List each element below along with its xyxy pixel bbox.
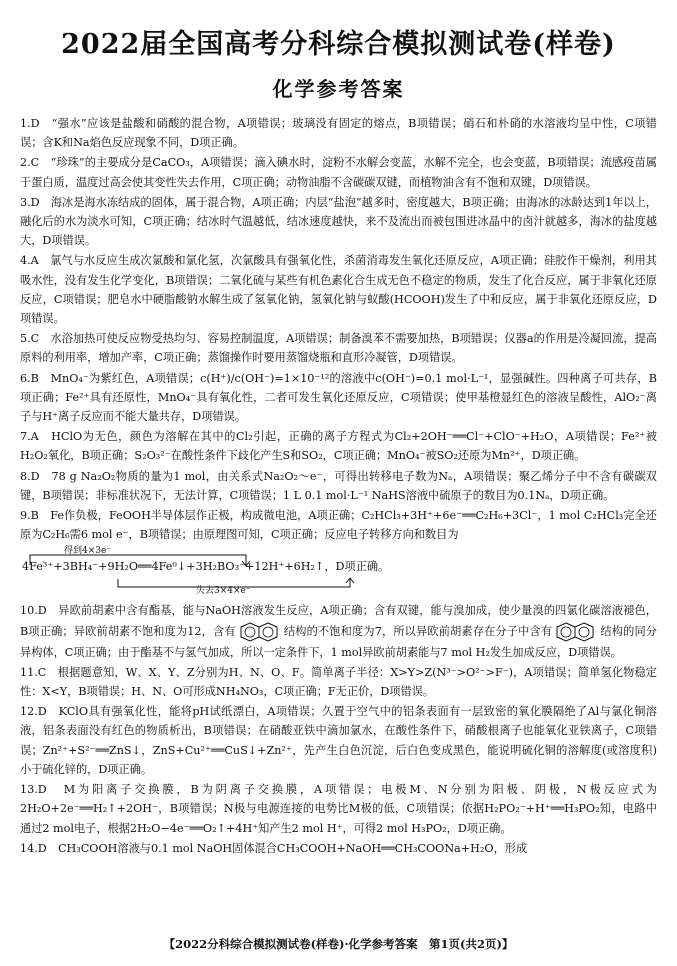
electron-gain-label: 得到4×3e⁻ xyxy=(64,546,112,557)
answer-item: 3.D 海冰是海水冻结成的固体，属于混合物，A项正确；内层“盐泡”越多时，密度越大，B项正确；由海冰的冰龄达到1年以上，融化后的水为淡水可知，C项正确；结冰时气温越低，结冰速度越快，来不及流出而被包围进冰晶中的卤汁就越多，海冰的盐度越大，D项错误。 xyxy=(20,195,657,248)
page-subtitle: 化学参考答案 xyxy=(272,77,405,101)
answer-item: 8.D 78 g Na₂O₂物质的量为1 mol，由关系式Na₂O₂～e⁻，可得出转移电子数为Nₐ，A项错误；聚乙烯分子中不含有碳碳双键，B项错误；非标准状况下，无法计算，C项错误；1 L 0.1 mol·L⁻¹ NaHS溶液中硫原子的数目为0.1Nₐ，D项正确。 xyxy=(20,469,657,502)
answer-item: 2.C “珍珠”的主要成分是CaCO₃，A项错误；滴入碘水时，淀粉不水解会变蓝，水解不完全，也会变蓝，B项错误；流感疫苗属于蛋白质，温度过高会使其变性失去作用，C项正确；动物油脂不含碳碳双键，而植物油含有不饱和双键，D项错误。 xyxy=(20,156,657,189)
answer-10-part2: 结构的不饱和度为7，所以异欧前胡素存在分子中含有 xyxy=(283,624,553,638)
answer-10-part3: 结构的同分异构体，C项正确；由于酯基不与氢气加成，所以一定条件下，1 mol异欧前胡素能与7 mol H₂发生加成反应，D项错误。 xyxy=(20,624,657,659)
answer-item: 1.D “强水”应该是盐酸和硝酸的混合物，A项错误；玻璃没有固定的熔点，B项错误；硝石和朴硝的水溶液均呈中性，C项错误；含K和Na焰色反应现象不同，D项正确。 xyxy=(20,117,657,150)
redox-equation: 4Fe³⁺+3BH₄⁻+9H₂O══4Fe⁰↓+3H₂BO₃⁻+12H⁺+6H₂↑，D项正确。 xyxy=(22,560,390,574)
answer-item: 9.B Fe作负极，FeOOH半导体层作正极，构成微电池，A项正确；C₂HCl₃+3H⁺+6e⁻══C₂H₆+3Cl⁻，1 mol C₂HCl₃完全还原为C₂H₆需6 mol e⁻，B项错误；由原理图可知，C项正确；反应电子转移方向和数目为 xyxy=(20,509,657,542)
answer-list xyxy=(20,114,657,858)
naphthalene-ring-icon xyxy=(556,621,596,643)
answer-item: 12.D KClO具有强氧化性，能将pH试纸漂白，A项错误；久置于空气中的铝条表面有一层致密的氧化膜隔绝了Al与氯化铜溶液，铝条表面没有红色的物质析出，B项错误；在硝酸亚铁中滴加氯水，在酸性条件下，硝酸根离子也能氧化亚铁离子，C项错误；Zn²⁺+S²⁻══ZnS↓，ZnS+Cu²⁺══CuS↓+Zn²⁺，先产生白色沉淀，后白色变成黑色，能说明硫化铜的溶解度(或溶度积)小于硫化锌的，D项正确。 xyxy=(20,705,657,776)
answer-item: 6.B MnO₄⁻为紫红色，A项错误；c(H⁺)/c(OH⁻)=1×10⁻¹²的溶液中c(OH⁻)=0.1 mol·L⁻¹，显强碱性。四种离子可共存，B项正确；Fe²⁺具有还原性，MnO₄⁻具有氧化性，二者可发生氧化还原反应，C项错误；使甲基橙显红色的溶液呈酸性，AlO₂⁻离子与H⁺离子反应而不能大量共存，D项错误。 xyxy=(20,371,657,424)
answer-item: 4.A 氯气与水反应生成次氯酸和氯化氢，次氯酸具有强氧化性，杀菌消毒发生氧化还原反应，A项正确；硅胶作干燥剂，利用其吸水性，没有发生化学变化，B项错误；二氧化硫与某些有机色素化合生成无色不稳定的物质，发生了化合反应，属于非氧化还原反应，C项错误；肥皂水中硬脂酸钠水解生成了氢氧化钠，氢氧化钠与蚁酸(HCOOH)发生了中和反应，属于非氧化还原反应，D项错误。 xyxy=(20,254,657,326)
answer-item: 5.C 水浴加热可使反应物受热均匀、容易控制温度，A项错误；制备溴苯不需要加热，B项错误；仪器a的作用是冷凝回流，提高原料的利用率，增加产率，C项正确；蒸馏操作时要用蒸馏烧瓶和直形冷凝管，D项错误。 xyxy=(20,332,657,365)
electron-transfer-diagram xyxy=(20,545,657,601)
answer-item: 14.D CH₃COOH溶液与0.1 mol NaOH固体混合CH₃COOH+NaOH══CH₃COONa+H₂O，形成 xyxy=(20,841,528,855)
answer-item-10 xyxy=(20,601,657,661)
answer-item: 13.D M为阳离子交换膜，B为阴离子交换膜，A项错误；电极M、N分别为阳极、阴极，N极反应式为2H₂O+2e⁻══H₂↑+2OH⁻，B项错误；N极与电源连接的电势比M极的低，C项错误；依据H₂PO₂⁻+H⁺══H₃PO₂知，电路中通过2 mol电子，根据2H₂O−4e⁻══O₂↑+4H⁺知产生2 mol H⁺，可得2 mol H₃PO₂，D项正确。 xyxy=(20,783,657,835)
electron-loss-label: 失去3×4×e⁻ xyxy=(196,586,251,597)
answer-item: 11.C 根据题意知，W、X、Y、Z分别为H、N、O、F。简单离子半径：X>Y>Z(N³⁻>O²⁻>F⁻)，A项错误；简单氢化物稳定性：X<Y，B项错误；H、N、O可形成NH₄NO₃，C项正确；F无正价，D项错误。 xyxy=(20,665,657,699)
page-footer: 【2022分科综合模拟测试卷(样卷)·化学参考答案 第1页(共2页)】 xyxy=(163,937,514,951)
page-title: 2022届全国高考分科综合模拟测试卷(样卷) xyxy=(61,29,616,60)
answer-10-part1: 10.D 异欧前胡素中含有酯基，能与NaOH溶液发生反应，A项正确；含有双键，能与溴加成，使少量溴的四氯化碳溶液褪色，B项正确；异欧前胡素不饱和度为12，含有 xyxy=(20,604,657,638)
naphthalene-ring-icon xyxy=(240,621,280,643)
answer-item: 7.A HClO为无色，颜色为溶解在其中的Cl₂引起，正确的离子方程式为Cl₂+2OH⁻══Cl⁻+ClO⁻+H₂O，A项错误；Fe²⁺被H₂O₂氧化，B项正确；S₂O₃²⁻在酸性条件下歧化产生S和SO₂，C项正确；MnO₄⁻被SO₂还原为Mn²⁺，D项正确。 xyxy=(20,430,657,463)
